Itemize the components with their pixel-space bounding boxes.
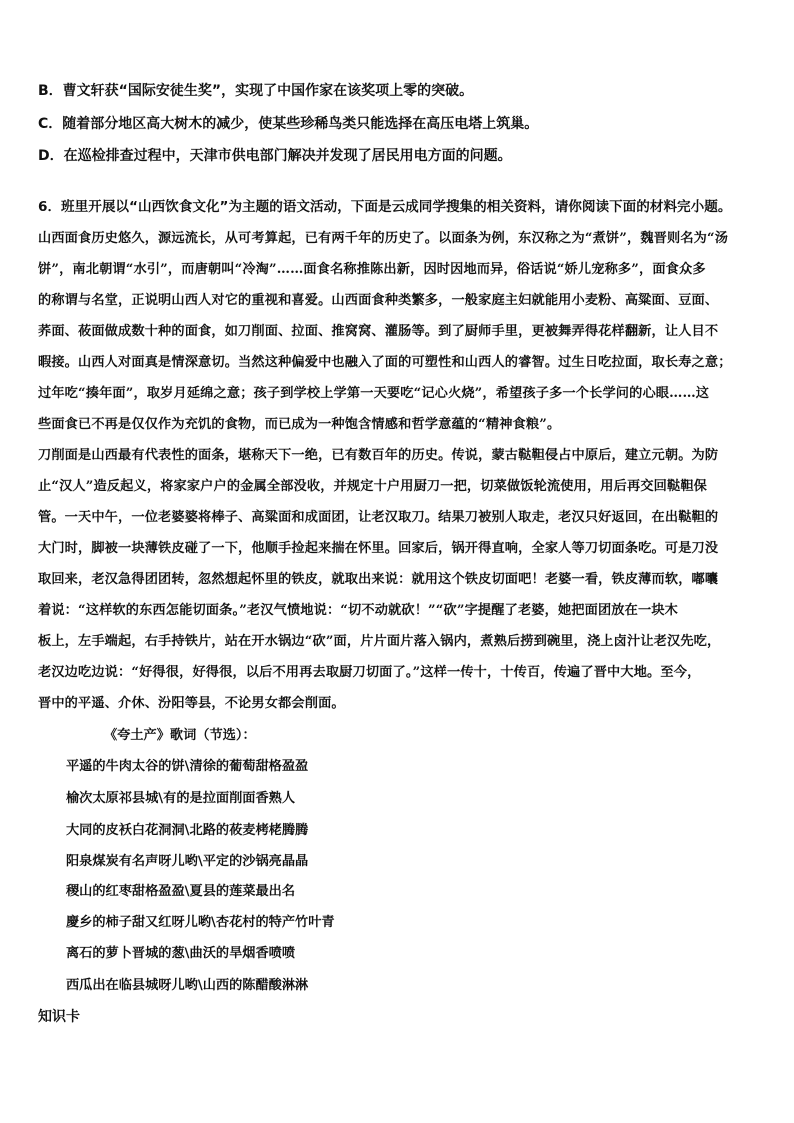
lyric-line: 大同的皮袄白花洞洞\北路的莜麦栲栳腾腾 xyxy=(66,823,309,838)
passage-line: 过年吃“揍年面”，取岁月延绵之意；孩子到学校上学第一天要吃“记心火烧”，希望孩子多一个长学问的心眼……这 xyxy=(38,386,710,401)
passage-line: 晋中的平遥、介休、汾阳等县，不论男女都会削面。 xyxy=(38,696,345,711)
lyric-line: 慶乡的柿子甜又红呀儿哟\杏花村的特产竹叶青 xyxy=(66,915,335,930)
lyric-line: 离石的萝卜晋城的葱\曲沃的旱烟香喷喷 xyxy=(66,946,296,961)
passage-line: 暇接。山西人对面真是情深意切。当然这种偏爱中也融入了面的可塑性和山西人的睿智。过生日吃拉面，取长寿之意； xyxy=(38,355,732,370)
passage-line: 着说：“这样软的东西怎能切面条。”老汉气愤地说：“切不动就砍！”“砍”字提醒了老婆，她把面团放在一块木 xyxy=(38,603,678,618)
lyric-line: 西瓜出在临县城呀儿哟\山西的陈醋酸淋淋 xyxy=(66,978,309,993)
passage-line: 管。一天中午，一位老婆婆将棒子、高粱面和成面团，让老汉取刀。结果刀被别人取走，老汉只好返回，在出鞑靼的 xyxy=(38,510,719,525)
lyric-line: 稷山的红枣甜格盈盈\夏县的莲菜最出名 xyxy=(66,884,296,899)
lyric-line: 榆次太原祁县城\有的是拉面削面香熟人 xyxy=(66,791,296,806)
lyric-line: 平遥的牛肉太谷的饼\清徐的葡萄甜格盈盈 xyxy=(66,759,309,774)
knowledge-card-label: 知识卡 xyxy=(38,1009,80,1025)
passage-line: 荞面、莜面做成数十种的面食，如刀削面、拉面、推窝窝、灌肠等。到了厨师手里，更被舞弄得花样翻新，让人目不 xyxy=(38,324,719,339)
song-title: 《夸土产》歌词（节选）： xyxy=(104,728,256,743)
passage-line: 板上，左手端起，右手持铁片，站在开水锅边“砍”面，片片面片落入锅内，煮熟后捞到碗里，浇上卤汁让老汉先吃， xyxy=(38,634,721,649)
option-c: C．随着部分地区高大树木的减少，使某些珍稀鸟类只能选择在高压电塔上筑巢。 xyxy=(38,116,539,132)
passage-line: 取回来，老汉急得团团转，忽然想起怀里的铁皮，就取出来说：就用这个铁皮切面吧！老婆一看，铁皮薄而软，嘟囔 xyxy=(38,572,719,587)
question-6: 6．班里开展以“山西饮食文化”为主题的语文活动，下面是云成同学搜集的相关资料，请你阅读下面的材料完小题。 xyxy=(38,199,732,215)
passage-line: 饼”，南北朝谓“水引”，而唐朝叫“冷淘”……面食名称推陈出新，因时因地而异，俗话说“娇儿宠称多”，面食众多 xyxy=(38,262,706,277)
passage-line: 些面食已不再是仅仅作为充饥的食物，而已成为一种饱含情感和哲学意蕴的“精神食粮”。 xyxy=(38,417,561,432)
passage-line: 老汉边吃边说：“好得很，好得很，以后不用再去取厨刀切面了。”这样一传十，十传百，传遍了晋中大地。至今， xyxy=(38,665,701,680)
passage-line: 大门时，脚被一块薄铁皮碰了一下，他顺手捡起来揣在怀里。回家后，锅开得直响，全家人等刀切面条吃。可是刀没 xyxy=(38,541,719,556)
lyric-line: 阳泉煤炭有名声呀儿哟\平定的沙锅亮晶晶 xyxy=(66,854,309,869)
passage-line: 山西面食历史悠久，源远流长，从可考算起，已有两千年的历史了。以面条为例，东汉称之为“煮饼”，魏晋则名为“汤 xyxy=(38,231,729,246)
passage-line: 止“汉人”造反起义，将家家户户的金属全部没收，并规定十户用厨刀一把，切菜做饭轮流使用，用后再交回鞑靼保 xyxy=(38,479,708,494)
option-d: D．在巡检排查过程中，天津市供电部门解决并发现了居民用电方面的问题。 xyxy=(38,148,512,164)
option-b: B．曹文轩获“国际安徒生奖”，实现了中国作家在该奖项上零的突破。 xyxy=(38,83,474,99)
passage-line: 的称谓与名堂，正说明山西人对它的重视和喜爱。山西面食种类繁多，一般家庭主妇就能用小麦粉、高粱面、豆面、 xyxy=(38,293,719,308)
passage-line: 刀削面是山西最有代表性的面条，堪称天下一绝，已有数百年的历史。传说，蒙古鞑靼侵占中原后，建立元朝。为防 xyxy=(38,448,719,463)
